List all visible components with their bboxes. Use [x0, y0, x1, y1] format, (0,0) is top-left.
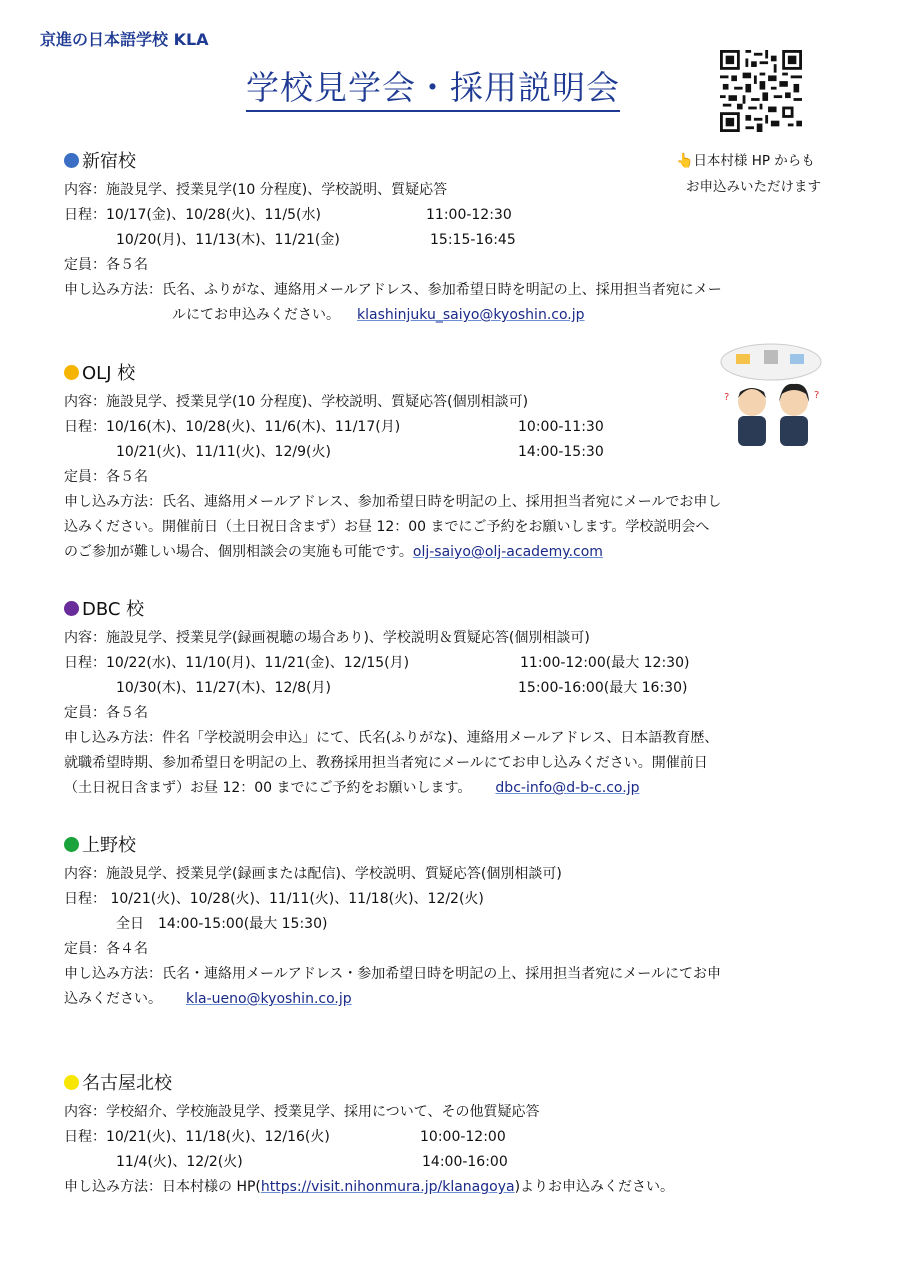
section-shinjuku: 新宿校 内容：施設見学、授業見学(10 分程度)、学校説明、質疑応答 日程：10/17(金)、10/28(火)、11/5(水) 11:00-12:30 10/20(月)、11/13(木)、11/21(金) 15:15-16:45 定員：各５名 申し込み方法：氏名、ふりがな、連絡用メールアドレス、参加希望日時を明記の上、採用担当者宛にメー ルにてお申込みください。 klashinjuku_saiyo@kyoshin.co.jp [64, 151, 722, 323]
pointing-hand-icon: 👆 [676, 153, 694, 169]
orange-dot-icon [64, 365, 79, 380]
email-link-dbc[interactable]: dbc-info@d-b-c.co.jp [495, 780, 640, 796]
section-olj: OLJ 校 内容：施設見学、授業見学(10 分程度)、学校説明、質疑応答(個別相談可) 日程：10/16(木)、10/28(火)、11/6(木)、11/17(月) 10:00-11:30 10/21(火)、11/11(火)、12/9(火) 14:00-15:30 定員：各５名 申し込み方法：氏名、連絡用メールアドレス、参加希望日時を明記の上、採用担当者宛にメールでお申し 込みください。開催前日（土日祝日含まず）お昼 12：00 までにご予約をお願いします。学校説明会へ のご参加が難しい場合、個別相談会の実施も可能です。olj-saiyo@olj-academy.com [64, 363, 722, 560]
section-title: DBC 校 [82, 599, 145, 620]
email-link-ueno[interactable]: kla-ueno@kyoshin.co.jp [186, 991, 352, 1007]
page-title: 学校見学会・採用説明会 [246, 68, 620, 112]
green-dot-icon [64, 837, 79, 852]
section-nagoya: 名古屋北校 内容：学校紹介、学校施設見学、授業見学、採用について、その他質疑応答 日程：10/21(火)、11/18(火)、12/16(火) 10:00-12:00 11/4(火)、12/2(火) 14:00-16:00 申し込み方法：日本村様の HP(https://visit.nihonmura.jp/klanagoya)よりお申込みください。 [64, 1073, 675, 1195]
qr-code-icon[interactable] [720, 50, 802, 132]
qr-note: 👆日本村様 HP からも お申込みいただけます [676, 148, 821, 200]
blue-dot-icon [64, 153, 79, 168]
section-title: 上野校 [82, 835, 136, 856]
yellow-dot-icon [64, 1075, 79, 1090]
organization-name: 京進の日本語学校 KLA [40, 30, 209, 49]
svg-text:?: ? [814, 390, 820, 401]
people-thinking-icon [716, 340, 826, 448]
email-link-olj[interactable]: olj-saiyo@olj-academy.com [412, 544, 603, 560]
svg-text:?: ? [724, 392, 730, 403]
section-title: 名古屋北校 [82, 1073, 172, 1094]
section-title: OLJ 校 [82, 363, 136, 384]
purple-dot-icon [64, 601, 79, 616]
section-title: 新宿校 [82, 151, 136, 172]
url-link-nagoya[interactable]: https://visit.nihonmura.jp/klanagoya [260, 1179, 515, 1195]
email-link-shinjuku[interactable]: klashinjuku_saiyo@kyoshin.co.jp [357, 307, 585, 323]
section-ueno: 上野校 内容：施設見学、授業見学(録画または配信)、学校説明、質疑応答(個別相談可) 日程： 10/21(火)、10/28(火)、11/11(火)、11/18(火)、12/2(火) 全日 14:00-15:00(最大 15:30) 定員：各４名 申し込み方法：氏名・連絡用メールアドレス・参加希望日時を明記の上、採用担当者宛にメールにてお申 込みください。 kla-ueno@kyoshin.co.jp [64, 835, 722, 1007]
section-dbc: DBC 校 内容：施設見学、授業見学(録画視聴の場合あり)、学校説明＆質疑応答(個別相談可) 日程：10/22(水)、11/10(月)、11/21(金)、12/15(月) 11:00-12:00(最大 12:30) 10/30(木)、11/27(木)、12/8(月) 15:00-16:00(最大 16:30) 定員：各５名 申し込み方法：件名「学校説明会申込」にて、氏名(ふりがな)、連絡用メールアドレス、日本語教育歴、 就職希望時期、参加希望日を明記の上、教務採用担当者宛にメールにてお申し込みください。開催前日 （土日祝日含まず）お昼 12：00 までにご予約をお願いします。 dbc-info@d-b-c.co.jp [64, 599, 719, 796]
